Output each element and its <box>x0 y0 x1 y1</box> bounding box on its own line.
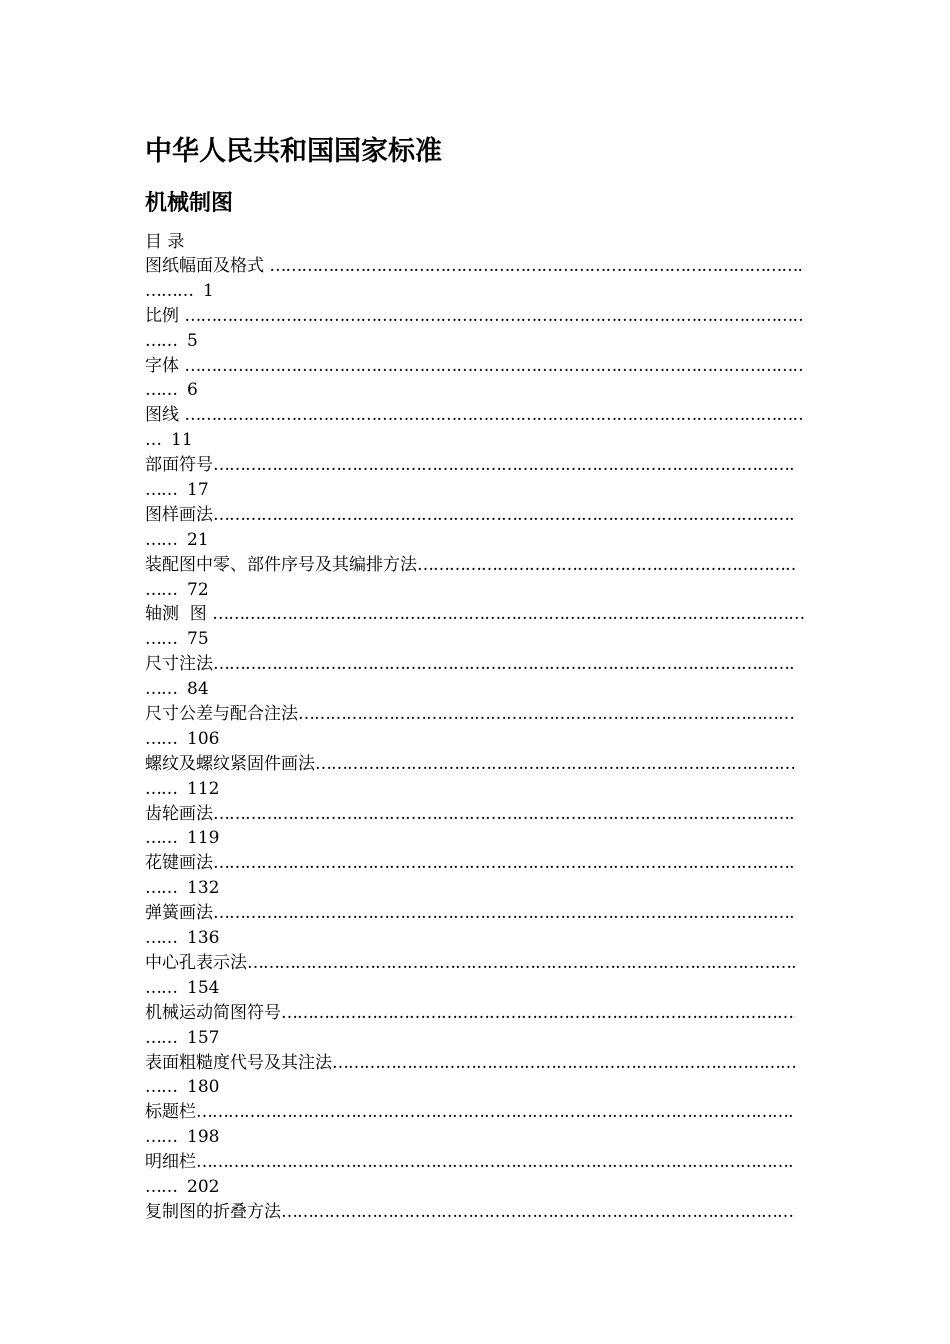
toc-entry[interactable] <box>145 752 810 802</box>
toc-page-number: 84 <box>187 679 209 700</box>
toc-page-number: 5 <box>187 330 198 351</box>
toc-entry-label: 轴测 图 <box>145 604 213 625</box>
toc-leader-dots <box>184 304 805 329</box>
toc-leader-dots <box>281 1001 795 1026</box>
toc-leader-tail: … <box>145 430 161 451</box>
document-title: 中华人民共和国国家标准 <box>145 136 442 167</box>
toc-entry[interactable] <box>145 1100 810 1150</box>
toc-leader-tail: …… <box>145 778 177 799</box>
toc-leader-tail: ……… <box>145 280 193 301</box>
toc-page-number: 11 <box>171 430 193 451</box>
toc-entry[interactable] <box>145 304 810 354</box>
toc-entry-label: 尺寸公差与配合注法 <box>145 704 298 725</box>
toc-leader-tail: …… <box>145 728 177 749</box>
toc-entry[interactable] <box>145 602 810 652</box>
toc-page-number: 1 <box>203 280 214 301</box>
toc-entry-label: 尺寸注法 <box>145 654 213 675</box>
toc-entry[interactable] <box>145 802 810 852</box>
toc-entry-label: 中心孔表示法 <box>145 952 247 973</box>
toc-page-number: 6 <box>187 380 198 401</box>
toc-page-number: 17 <box>187 480 209 501</box>
toc-entry[interactable] <box>145 1051 810 1101</box>
toc-leader-dots <box>417 553 795 578</box>
toc-leader-tail: …… <box>145 1077 177 1098</box>
toc-leader-dots <box>332 1051 795 1076</box>
document-page <box>145 130 810 1225</box>
toc-page-number: 202 <box>187 1176 220 1197</box>
toc-entry[interactable] <box>145 702 810 752</box>
toc-entry[interactable] <box>145 1150 810 1200</box>
toc-leader-dots <box>196 1150 795 1175</box>
toc-page-number: 72 <box>187 579 209 600</box>
toc-entry[interactable] <box>145 901 810 951</box>
toc-entry-label: 螺纹及螺纹紧固件画法 <box>145 753 315 774</box>
toc-leader-tail: …… <box>145 380 177 401</box>
toc-leader-tail: …… <box>145 1176 177 1197</box>
toc-entry-label: 字体 <box>145 355 185 376</box>
toc-leader-tail: …… <box>145 579 177 600</box>
toc-entry[interactable] <box>145 951 810 1001</box>
toc-entry[interactable] <box>145 403 810 453</box>
toc-entry[interactable] <box>145 553 810 603</box>
toc-leader-dots <box>269 254 805 279</box>
toc-page-number: 119 <box>187 828 220 849</box>
toc-entry[interactable] <box>145 851 810 901</box>
toc-entry-label: 标题栏 <box>145 1102 196 1123</box>
toc-leader-dots <box>212 602 805 627</box>
toc-entry[interactable] <box>145 652 810 702</box>
toc-page-number: 75 <box>187 629 209 650</box>
toc-entry-label: 机械运动简图符号 <box>145 1002 281 1023</box>
toc-leader-tail: …… <box>145 529 177 550</box>
toc-leader-dots <box>213 503 795 528</box>
toc-leader-dots <box>184 354 805 379</box>
toc-leader-tail: …… <box>145 629 177 650</box>
toc-leader-tail: …… <box>145 330 177 351</box>
toc-entry[interactable] <box>145 1001 810 1051</box>
toc-entry-label: 弹簧画法 <box>145 903 213 924</box>
toc-page-number: 132 <box>187 878 220 899</box>
toc-page-number: 157 <box>187 1027 220 1048</box>
toc-leader-dots <box>184 403 805 428</box>
toc-leader-tail: …… <box>145 1127 177 1148</box>
toc-leader-dots <box>196 1100 795 1125</box>
toc-entry-label: 明细栏 <box>145 1152 196 1173</box>
toc-leader-dots <box>281 1200 795 1225</box>
toc-entry-label: 部面符号 <box>145 455 213 476</box>
toc-entry-label: 复制图的折叠方法 <box>145 1201 281 1222</box>
toc-leader-dots <box>213 901 795 926</box>
toc-leader-dots <box>247 951 795 976</box>
toc-leader-tail: …… <box>145 679 177 700</box>
toc-entry[interactable] <box>145 503 810 553</box>
toc-entry-label: 表面粗糙度代号及其注法 <box>145 1052 332 1073</box>
toc-leader-tail: …… <box>145 878 177 899</box>
toc-entry-label: 图纸幅面及格式 <box>145 256 270 276</box>
toc-page-number: 136 <box>187 928 220 949</box>
toc-leader-tail: …… <box>145 1027 177 1048</box>
toc-page-number: 180 <box>187 1077 220 1098</box>
toc-leader-dots <box>213 453 795 478</box>
toc-page-number: 21 <box>187 529 209 550</box>
toc-page-number: 112 <box>187 778 220 799</box>
toc-page-number: 198 <box>187 1127 220 1148</box>
document-subtitle: 机械制图 <box>145 191 234 216</box>
toc-leader-tail: …… <box>145 480 177 501</box>
toc-page-number: 154 <box>187 977 220 998</box>
toc-heading: 目 录 <box>145 232 185 252</box>
toc-entry[interactable] <box>145 354 810 404</box>
toc-leader-dots <box>298 702 795 727</box>
table-of-contents <box>145 254 810 1225</box>
toc-leader-dots <box>213 851 795 876</box>
toc-page-number: 106 <box>187 728 220 749</box>
toc-entry[interactable] <box>145 1200 810 1225</box>
toc-leader-dots <box>213 652 795 677</box>
toc-leader-tail: …… <box>145 928 177 949</box>
toc-entry[interactable] <box>145 254 810 304</box>
toc-leader-dots <box>315 752 795 777</box>
toc-entry-label: 齿轮画法 <box>145 803 213 824</box>
toc-entry[interactable] <box>145 453 810 503</box>
toc-leader-dots <box>213 802 795 827</box>
toc-entry-label: 图线 <box>145 405 185 426</box>
toc-entry-label: 装配图中零、部件序号及其编排方法 <box>145 554 417 575</box>
toc-leader-tail: …… <box>145 977 177 998</box>
toc-entry-label: 图样画法 <box>145 504 213 525</box>
toc-entry-label: 花键画法 <box>145 853 213 874</box>
toc-entry-label: 比例 <box>145 305 185 326</box>
toc-leader-tail: …… <box>145 828 177 849</box>
